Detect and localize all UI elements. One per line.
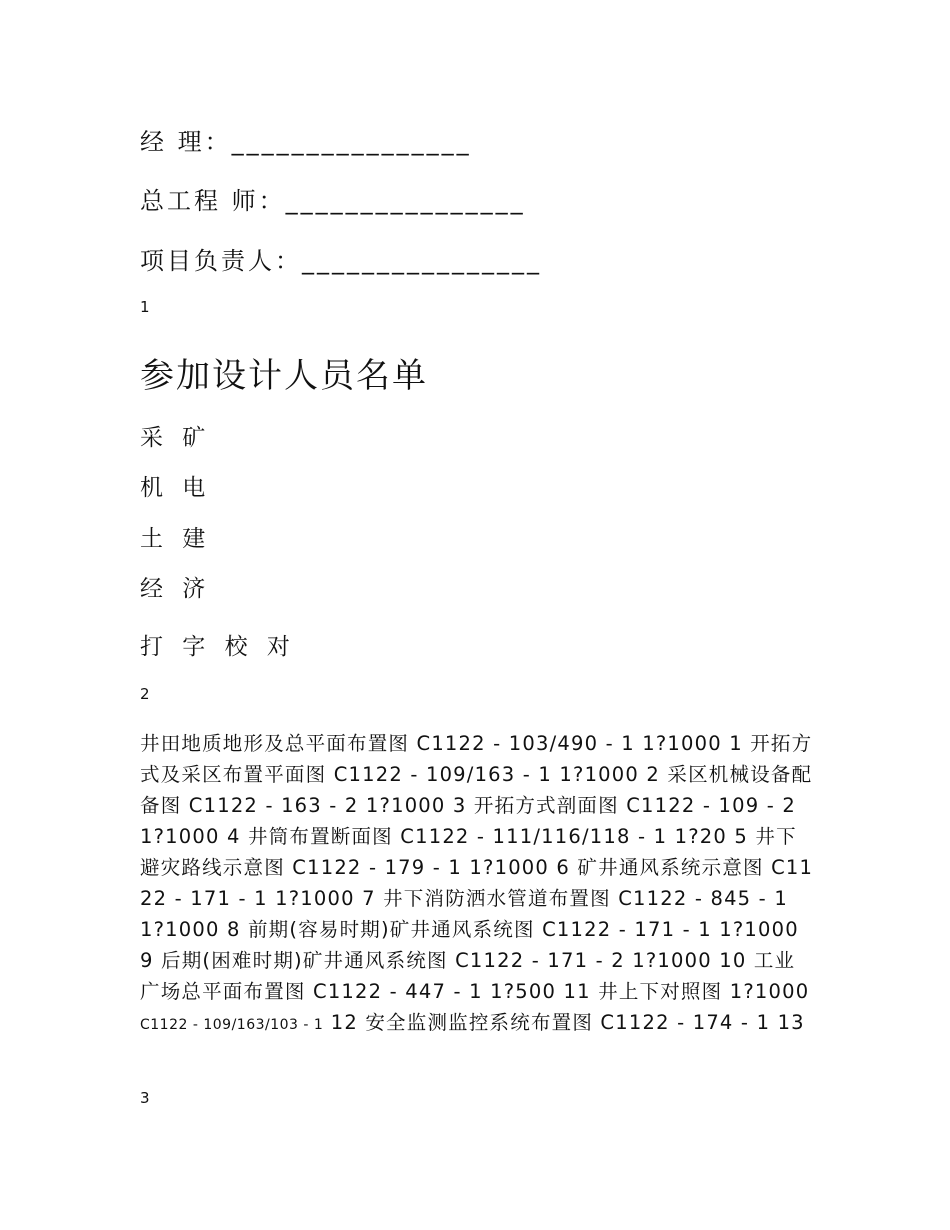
manager-signature-line: 经 理：________________ [140,128,472,156]
role-typing-proofreading: 打 字 校 对 [140,634,296,660]
role-electromechanical: 机 电 [140,475,212,501]
role-economics: 经 济 [140,576,212,602]
drawing-list-text: 井田地质地形及总平面布置图 C1122 - 103/490 - 1 1?1000 1 开拓方式及采区布置平面图 C1122 - 109/163 - 1 1?1000 2 采区机械设备配备图 C1122 - 163 - 2 1?1000 3 开拓方式剖面图 C1122 - 109 - 2 1?1000 4 井筒布置断面图 C1122 - 111/116/118 - 1 1?20 5 井下避灾路线示意图 C1122 - 179 - 1 1?1000 6 矿井通风系统示意图 C1122 - 171 - 1 1?1000 7 井下消防洒水管道布置图 C1122 - 845 - 1 1?1000 8 前期(容易时期)矿井通风系统图 C1122 - 171 - 1 1?1000 9 后期(困难时期)矿井通风系统图 C1122 - 171 - 2 1?1000 10 工业广场总平面布置图 C1122 - 447 - 1 1?500 11 井上下对照图 1?1000 [140,732,814,1003]
page-number: 1 [140,298,150,316]
role-mining: 采 矿 [140,425,212,451]
role-civil-engineering: 土 建 [140,526,212,552]
drawing-list-paragraph [140,728,815,1041]
drawing-list-small-code: C1122 - 109/163/103 - 1 [140,1017,324,1033]
staff-list-title: 参加设计人员名单 [140,356,428,396]
chief-engineer-signature-line: 总工程 师：________________ [140,187,526,215]
project-lead-signature-line: 项目负责人：________________ [140,247,542,275]
drawing-list-text-end: 12 安全监测监控系统布置图 C1122 - 174 - 1 13 [323,1011,805,1034]
page-number: 2 [140,685,150,703]
page-number: 3 [140,1089,150,1107]
